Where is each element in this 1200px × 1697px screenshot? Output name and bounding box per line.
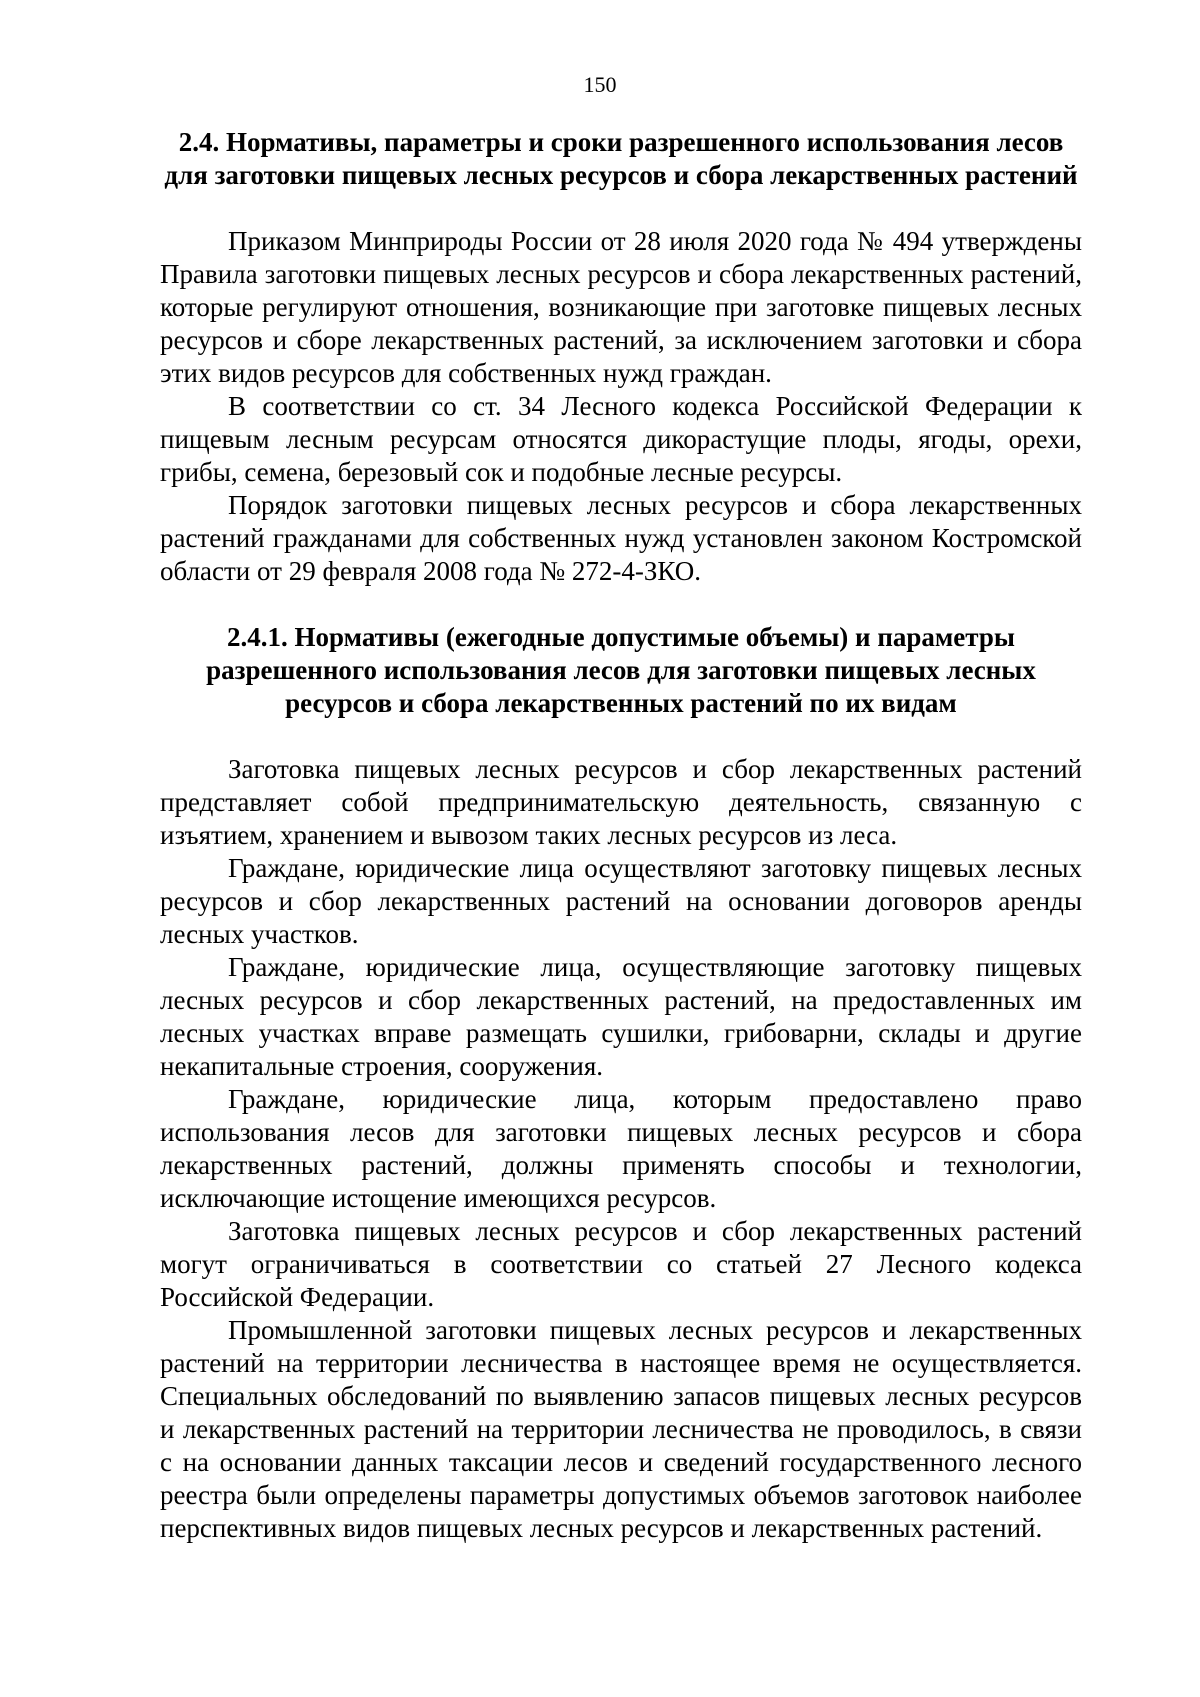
paragraph: Приказом Минприроды России от 28 июля 2020 года № 494 утверждены Правила заготовки пищевых лесных ресурсов и сбора лекарственных растений, которые регулируют отношения, возникающие при заготовке пищевых лесных ресурсов и сборе лекарственных растений, за исключением заготовки и сбора этих видов ресурсов для собственных нужд граждан. (160, 226, 1082, 388)
document-body (160, 126, 1082, 1545)
paragraph: Граждане, юридические лица осуществляют заготовку пищевых лесных ресурсов и сбор лекарственных растений на основании договоров аренды лесных участков. (160, 853, 1082, 949)
paragraph: Промышленной заготовки пищевых лесных ресурсов и лекарственных растений на территории лесничества в настоящее время не осуществляется. Специальных обследований по выявлению запасов пищевых лесных ресурсов и лекарственных растений на территории лесничества не проводилось, в связи с на основании данных таксации лесов и сведений государственного лесного реестра были определены параметры допустимых объемов заготовок наиболее перспективных видов пищевых лесных ресурсов и лекарственных растений. (160, 1315, 1082, 1543)
paragraph: Граждане, юридические лица, осуществляющие заготовку пищевых лесных ресурсов и сбор лекарственных растений, на предоставленных им лесных участках вправе размещать сушилки, грибоварни, склады и другие некапитальные строения, сооружения. (160, 952, 1082, 1081)
paragraph: Порядок заготовки пищевых лесных ресурсов и сбора лекарственных растений гражданами для собственных нужд установлен законом Костромской области от 29 февраля 2008 года № 272-4-ЗКО. (160, 490, 1082, 586)
section-heading: 2.4. Нормативы, параметры и сроки разрешенного использования лесов для заготовки пищевых лесных ресурсов и сбора лекарственных растений (164, 127, 1078, 190)
paragraph: Заготовка пищевых лесных ресурсов и сбор лекарственных растений представляет собой предпринимательскую деятельность, связанную с изъятием, хранением и вывозом таких лесных ресурсов из леса. (160, 754, 1082, 850)
subsection-heading: 2.4.1. Нормативы (ежегодные допустимые объемы) и параметры разрешенного использования лесов для заготовки пищевых лесных ресурсов и сбора лекарственных растений по их видам (206, 622, 1036, 718)
page-number: 150 (583, 72, 617, 97)
paragraph: Граждане, юридические лица, которым предоставлено право использования лесов для заготовки пищевых лесных ресурсов и сбора лекарственных растений, должны применять способы и технологии, исключающие истощение имеющихся ресурсов. (160, 1084, 1082, 1213)
paragraph: В соответствии со ст. 34 Лесного кодекса Российской Федерации к пищевым лесным ресурсам относятся дикорастущие плоды, ягоды, орехи, грибы, семена, березовый сок и подобные лесные ресурсы. (160, 391, 1082, 487)
paragraph: Заготовка пищевых лесных ресурсов и сбор лекарственных растений могут ограничиваться в соответствии со статьей 27 Лесного кодекса Российской Федерации. (160, 1216, 1082, 1312)
